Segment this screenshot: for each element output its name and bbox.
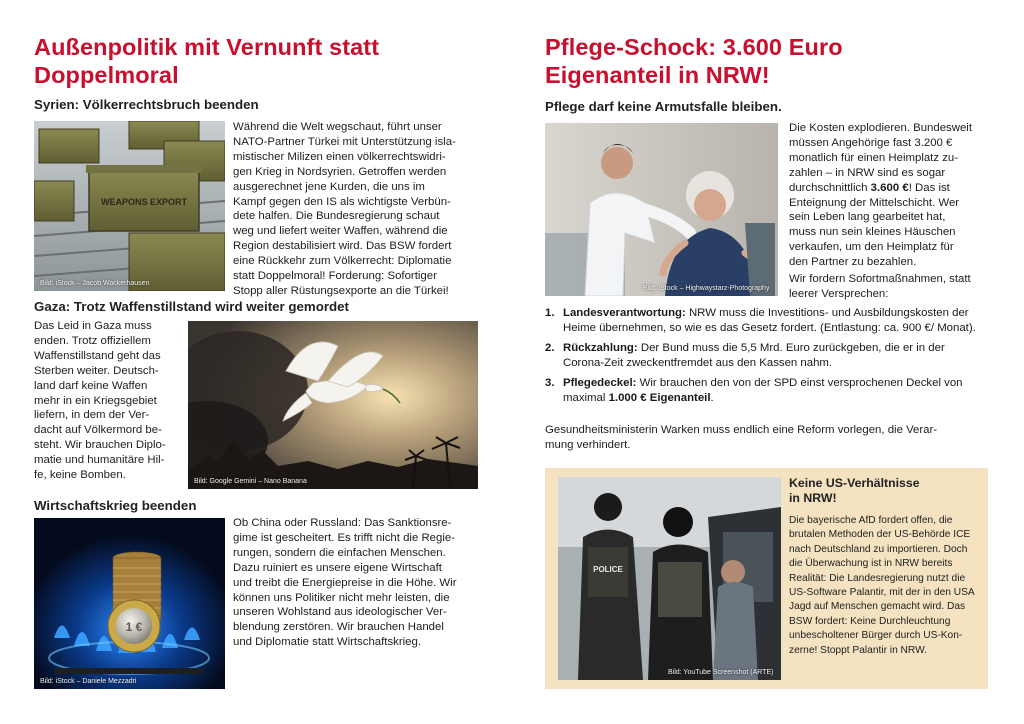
armed-agents-illustration xyxy=(558,477,781,680)
economy-image-credit: Bild: iStock – Daniele Mezzadri xyxy=(40,678,137,685)
syria-line: gen Krieg in Nordsyrien. Getroffen werden xyxy=(233,165,447,178)
demand-tail: . xyxy=(710,391,714,404)
gaza-line: land darf keine Waffen xyxy=(34,379,148,392)
box-image-credit: Bild: YouTube Screenshot (ARTE) xyxy=(668,669,774,676)
right-title xyxy=(545,33,995,89)
care-intro-line: monatlich für einen Heimplatz zu- xyxy=(789,151,959,164)
economy-line: können uns Politiker nicht mehr leisten, die xyxy=(233,591,450,604)
box-title xyxy=(789,476,979,506)
care-intro-line: muss nun sein kleines Häuschen xyxy=(789,226,956,239)
care-call-text xyxy=(789,272,989,302)
economy-line: rungen, sondern die einfachen Menschen. xyxy=(233,546,446,559)
gaza-image-credit: Bild: Google Gemini – Nano Banana xyxy=(194,478,307,485)
economy-line: unseren Wohlstand aus ideologischer Ver- xyxy=(233,606,447,619)
ice-raid-photo xyxy=(558,477,781,680)
care-intro-line: sein Leben lang gearbeitet hat, xyxy=(789,211,946,224)
demand-text: NRW muss die Investitions- und Ausbildungskosten der Heime übernehmen, so wie es das Gesetz fordert. (Entlastung: ca. 900 €/ Monat). xyxy=(563,307,976,334)
economy-text xyxy=(233,516,495,650)
demand-text: Der Bund muss die 5,5 Mrd. Euro zurückgeben, die er in der Corona-Zeit zweckentfremdet aus den Kassen nahm. xyxy=(563,341,945,369)
care-intro-line: zahlen – in NRW sind es sogar xyxy=(789,166,946,179)
care-intro-line: Enteignung der Mittelschicht. Wer xyxy=(789,196,960,209)
demand-number: 2. xyxy=(545,341,555,354)
peace-dove-photo xyxy=(188,321,478,489)
dove-over-city-illustration xyxy=(188,321,478,489)
demand-item xyxy=(545,306,985,336)
demand-number: 3. xyxy=(545,376,555,389)
syria-line: eine Rückkehr zum Völkerrecht: Diplomatie xyxy=(233,255,452,268)
syria-line: weg und liefert weiter Waffen, während die xyxy=(233,225,448,238)
weapons-crates-illustration xyxy=(34,121,225,291)
demand-emphasis: 1.000 € Eigenanteil xyxy=(608,391,711,404)
syria-line: Region destabilisiert wird. Das BSW fordert xyxy=(233,240,452,253)
care-closing-text xyxy=(545,423,990,453)
care-intro-line: den Partner zu bezahlen. xyxy=(789,256,917,269)
gaza-line: matie und humanitäre Hil- xyxy=(34,454,165,467)
gaza-line: dacht auf Völkermord be- xyxy=(34,424,162,437)
left-title xyxy=(34,33,494,89)
box-title-line2: in NRW! xyxy=(789,490,837,505)
left-title-line1: Außenpolitik mit Vernunft statt xyxy=(34,34,380,60)
care-intro-line: verkaufen, um den Heimplatz für xyxy=(789,241,954,254)
euro-coin-on-gas-flame-illustration xyxy=(34,518,225,689)
demand-number: 1. xyxy=(545,307,555,319)
gaza-line: liefern, in dem der Ver- xyxy=(34,409,150,422)
care-intro-line: durchschnittlich xyxy=(789,181,871,194)
care-call-line: Wir fordern Sofortmaßnahmen, statt xyxy=(789,273,971,285)
syria-line: dete halfen. Die Bundesregierung schaut xyxy=(233,210,440,223)
demand-label: Pflegedeckel: xyxy=(563,376,637,389)
economy-line: und treibt die Energiepreise in die Höhe. Wir xyxy=(233,576,457,589)
vest-label: POLICE xyxy=(593,565,623,574)
gaza-line: enden. Trotz offiziellem xyxy=(34,334,151,347)
syria-image-credit: Bild: iStock – Jacob Wackerhausen xyxy=(40,280,150,287)
gas-flame-coin-photo xyxy=(34,518,225,689)
nurse-with-elderly-woman-illustration xyxy=(545,123,778,296)
syria-line: Stopp aller Rüstungsexporte an die Türkei! xyxy=(233,284,449,297)
gaza-line: mehr in ein Kriegsgebiet xyxy=(34,394,157,407)
care-image-credit: Bild: iStock – Highwaystarz-Photography xyxy=(643,285,770,292)
gaza-line: fe, keine Bomben. xyxy=(34,469,126,482)
syria-line: ausgerechnet jene Kurden, die uns im xyxy=(233,180,425,193)
demand-item xyxy=(545,376,985,406)
crate-label: WEAPONS EXPORT xyxy=(100,197,188,207)
care-call-line: leerer Versprechen: xyxy=(789,287,889,300)
demand-label: Rückzahlung: xyxy=(563,341,638,354)
syria-line: Während die Welt wegschaut, führt unser xyxy=(233,121,442,133)
gaza-heading: Gaza: Trotz Waffenstillstand wird weiter gemordet xyxy=(34,299,349,314)
gaza-line: Waffenstillstand geht das xyxy=(34,349,161,362)
box-text: Die bayerische AfD fordert offen, die brutalen Methoden der US-Behörde ICE nach Deutschland zu importieren. Doch die Überwachung ist in NRW bereits Realität: Die Landesregierung nutzt die US-Software Palantir, mit der in den USA Jagd auf Menschen gemacht wird. Das BSW fordert: Keine Durchleuchtung unbescholtener Bürger durch US-Kon-zerne! Stoppt Palantir in NRW. xyxy=(789,515,975,656)
demand-text: Wir brauchen den von der SPD einst versprochenen Deckel von maximal xyxy=(563,376,963,404)
palantir-infobox xyxy=(545,468,988,689)
care-intro-line: ! Das ist xyxy=(908,181,950,194)
syria-line: statt Doppelmoral! Forderung: Sofortiger xyxy=(233,270,437,283)
economy-line: und Diplomatie statt Wirtschaftskrieg. xyxy=(233,636,422,649)
care-subheading: Pflege darf keine Armutsfalle bleiben. xyxy=(545,99,782,114)
left-title-line2: Doppelmoral xyxy=(34,62,179,88)
right-title-line2: Eigenanteil in NRW! xyxy=(545,62,770,88)
gaza-line: Das Leid in Gaza muss xyxy=(34,320,152,332)
economy-line: Dazu ruiniert es unsere eigene Wirtschaft xyxy=(233,561,442,574)
care-closing-line: Gesundheitsministerin Warken muss endlich eine Reform vorlegen, die Verar- xyxy=(545,424,938,436)
gaza-text xyxy=(34,319,186,483)
care-photo xyxy=(545,123,778,296)
economy-heading: Wirtschaftskrieg beenden xyxy=(34,498,197,513)
gaza-line: Sterben weiter. Deutsch- xyxy=(34,364,159,377)
syria-line: mistischer Milizen einen völkerrechtswidri- xyxy=(233,150,446,163)
demand-label: Landesverantwortung: xyxy=(563,307,686,319)
box-title-line1: Keine US-Verhältnisse xyxy=(789,476,920,490)
care-intro-line: Die Kosten explodieren. Bundesweit xyxy=(789,122,972,134)
gaza-line: steht. Wir brauchen Diplo- xyxy=(34,439,166,452)
syria-text xyxy=(233,120,495,299)
demand-item xyxy=(545,341,985,371)
syria-heading: Syrien: Völkerrechtsbruch beenden xyxy=(34,97,259,112)
right-title-line1: Pflege-Schock: 3.600 Euro xyxy=(545,34,843,60)
coin-label: 1 € xyxy=(125,620,143,634)
syria-line: Kampf gegen den IS als wichtigste Verbün- xyxy=(233,195,451,208)
care-intro-text xyxy=(789,121,989,270)
economy-line: blendung zerstören. Wir brauchen Handel xyxy=(233,621,444,634)
demands-list xyxy=(545,306,985,410)
care-intro-line: müssen Angehörige fast 3.200 € xyxy=(789,136,953,149)
economy-line: Ob China oder Russland: Das Sanktionsre- xyxy=(233,517,452,529)
economy-line: gime ist gescheitert. Es trifft nicht die Regie- xyxy=(233,531,456,544)
weapons-export-photo xyxy=(34,121,225,291)
syria-line: NATO-Partner Türkei mit Unterstützung isla- xyxy=(233,135,456,148)
care-amount-emphasis: 3.600 € xyxy=(870,181,909,194)
care-closing-line: mung verhindert. xyxy=(545,438,631,451)
